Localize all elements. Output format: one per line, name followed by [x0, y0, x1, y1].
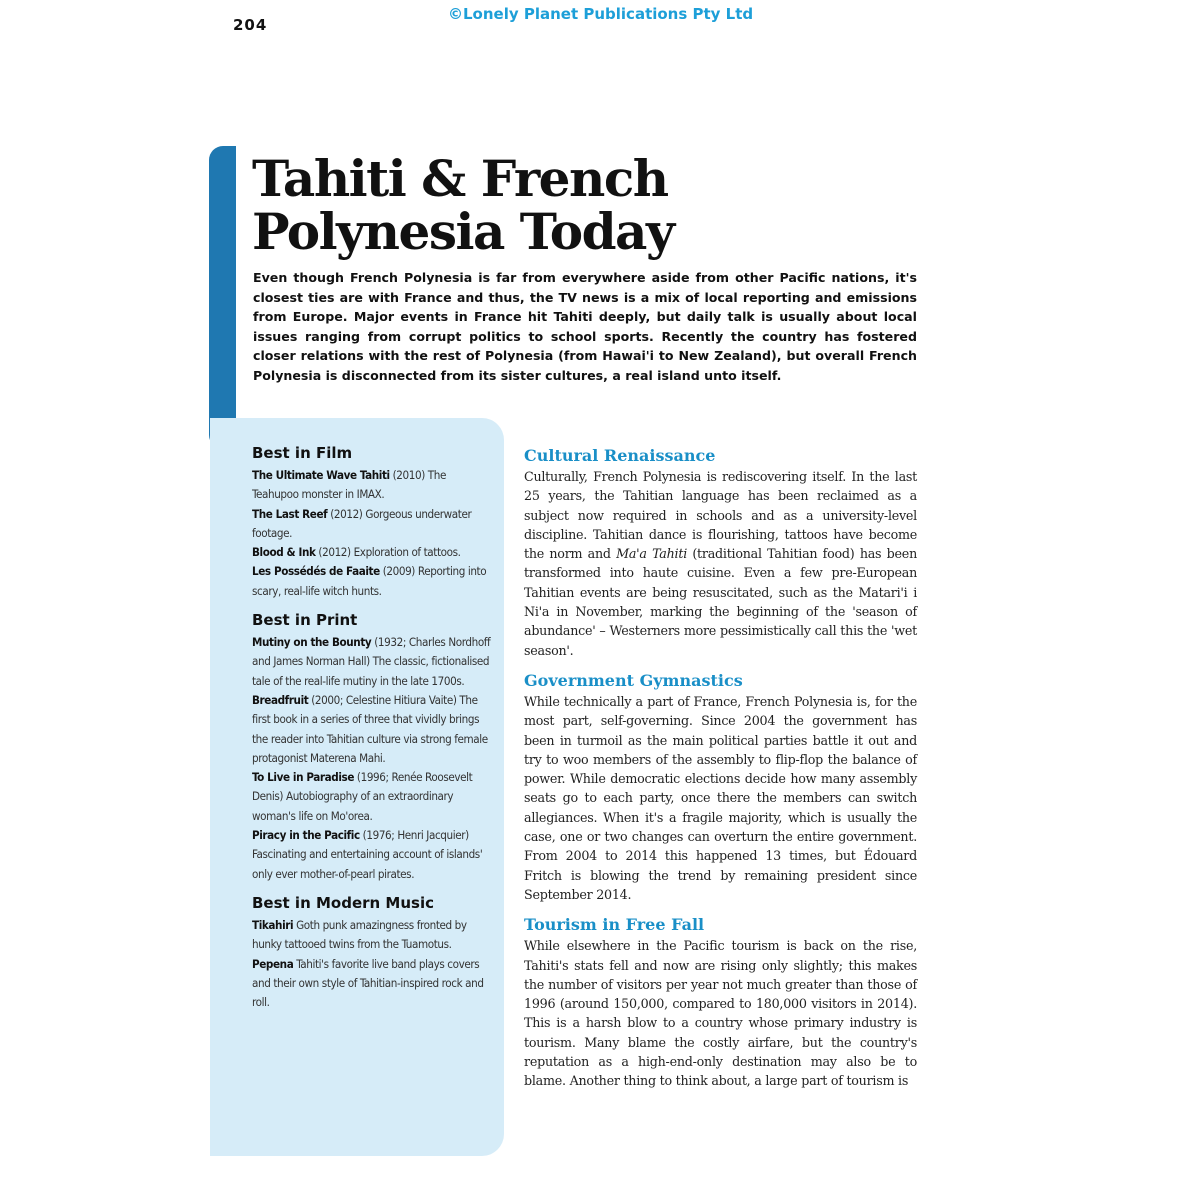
item-title: Blood & Ink — [252, 545, 316, 560]
section-body-cultural-renaissance — [524, 467, 917, 660]
sidebar-heading-music: Best in Modern Music — [252, 893, 434, 912]
list-item — [252, 955, 492, 1013]
main-column — [524, 445, 917, 1101]
section-heading-cultural-renaissance: Cultural Renaissance — [524, 446, 716, 465]
item-title: To Live in Paradise — [252, 770, 354, 785]
body-italic-text: Ma'a Tahiti — [616, 546, 687, 562]
item-description: (2012) Gorgeous underwater footage. — [252, 506, 472, 540]
item-title: Mutiny on the Bounty — [252, 635, 372, 650]
sidebar-content — [252, 443, 492, 1021]
item-description: (2009) Reporting into scary, real-life witch hunts. — [252, 564, 487, 598]
body-text: (traditional Tahitian food) has been transformed into haute cuisine. Even a few pre-European Tahitian events are being resuscitated, such as the Matari'i i Ni'a in November, marking the beginning of the 'season of abundance' – Westerners more pessimistically call this the 'wet season'. — [524, 546, 917, 658]
section-heading-government-gymnastics: Government Gymnastics — [524, 670, 743, 690]
list-item — [252, 916, 492, 955]
item-title: Pepena — [252, 956, 294, 971]
list-item — [252, 768, 492, 826]
sidebar-heading-print: Best in Print — [252, 611, 358, 630]
item-title: Piracy in the Pacific — [252, 828, 360, 843]
list-item — [252, 466, 492, 505]
item-description: (2010) The Teahupoo monster in IMAX. — [252, 468, 447, 502]
list-item — [252, 505, 492, 544]
list-item — [252, 826, 492, 884]
section-body-tourism-in-free-fall: While elsewhere in the Pacific tourism is back on the rise, Tahiti's stats fell and now are rising only slightly; this makes the number of visitors per year not much greater than those of 1996 (around 150,000, compared to 180,000 visitors in 2014). This is a harsh blow to a country whose primary industry is tourism. Many blame the costly airfare, but the country's reputation as a high-end-only destination may also be to blame. Another thing to think about, a large part of tourism is — [524, 938, 917, 1089]
item-title: Breadfruit — [252, 692, 309, 707]
item-description: (1976; Henri Jacquier) Fascinating and entertaining account of islands' only ever mother-of-pearl pirates. — [252, 828, 483, 881]
list-item — [252, 691, 492, 768]
sidebar-list-film — [252, 466, 492, 601]
section-body-government-gymnastics: While technically a part of France, French Polynesia is, for the most part, self-governing. Since 2004 the government has been in turmoil as the main political parties battle it out and try to woo members of the assembly to flip-flop the balance of power. While democratic elections decide how many assembly seats go to each party, once there the members can switch allegiances. When it's a fragile majority, which is usually the case, one or two changes can overturn the entire government. From 2004 to 2014 this happened 13 times, but Édouard Fritch is blowing the trend by remaining president since September 2014. — [524, 693, 917, 902]
chapter-tab-marker — [209, 146, 236, 449]
copyright-notice: ©Lonely Planet Publications Pty Ltd — [448, 5, 754, 23]
body-text: Culturally, French Polynesia is rediscovering itself. In the last 25 years, the Tahitian language has been reclaimed as a subject now required in schools and as a university-level discipline. Tahitian dance is flourishing, tattoos have become the norm and — [524, 469, 917, 562]
item-title: The Last Reef — [252, 506, 328, 521]
sidebar-heading-film: Best in Film — [252, 444, 353, 462]
item-title: Tikahiri — [252, 917, 294, 932]
sidebar-list-music — [252, 916, 492, 1012]
item-description: (1996; Renée Roosevelt Denis) Autobiography of an extraordinary woman's life on Mo'orea. — [252, 770, 473, 823]
list-item — [252, 562, 492, 601]
item-description: (1932; Charles Nordhoff and James Norman Hall) The classic, fictionalised tale of the real-life mutiny in the late 1700s. — [252, 635, 491, 688]
page-title-line-1: Tahiti & French — [252, 149, 668, 208]
item-title: Les Possédés de Faaite — [252, 564, 380, 579]
list-item — [252, 543, 492, 562]
page-number: 204 — [233, 16, 268, 34]
section-heading-tourism-in-free-fall: Tourism in Free Fall — [524, 915, 705, 935]
item-description: (2000; Celestine Hitiura Vaite) The first book in a series of three that vividly brings the reader into Tahitian culture via strong female protagonist Materena Mahi. — [252, 692, 488, 765]
item-description: Goth punk amazingness fronted by hunky tattooed twins from the Tuamotus. — [252, 917, 467, 952]
item-title: The Ultimate Wave Tahiti — [252, 468, 390, 482]
page-title-line-2: Polynesia Today — [252, 202, 674, 261]
list-item — [252, 633, 492, 691]
item-description: (2012) Exploration of tattoos. — [315, 545, 461, 560]
item-description: Tahiti's favorite live band plays covers and their own style of Tahitian-inspired rock and roll. — [252, 956, 484, 1010]
sidebar-list-print — [252, 633, 492, 884]
page-title — [252, 149, 932, 261]
intro-paragraph: Even though French Polynesia is far from everywhere aside from other Pacific nations, it's closest ties are with France and thus, the TV news is a mix of local reporting and emissions from Europe. Major events in France hit Tahiti deeply, but daily talk is usually about local issues ranging from corrupt politics to school sports. Recently the country has fostered closer relations with the rest of Polynesia (from Hawai'i to New Zealand), but overall French Polynesia is disconnected from its sister cultures, a real island unto itself. — [253, 270, 917, 383]
